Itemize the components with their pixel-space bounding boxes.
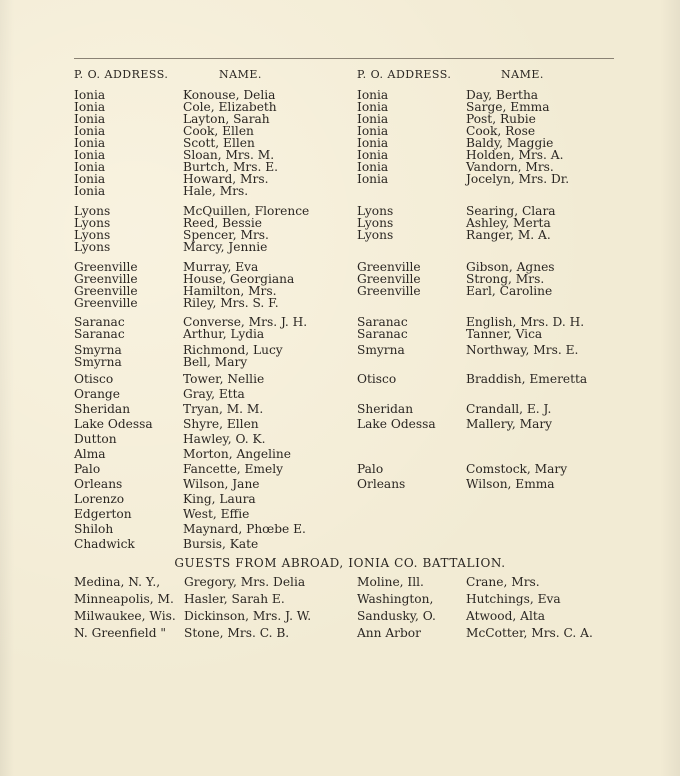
name-left: Hawley, O. K. bbox=[183, 432, 266, 446]
address-left: Lake Odessa bbox=[74, 417, 153, 431]
name-left: Reed, Bessie bbox=[183, 216, 262, 230]
name-right: Ranger, M. A. bbox=[466, 228, 551, 242]
address-left: Sheridan bbox=[74, 402, 131, 416]
name-right: Braddish, Emeretta bbox=[466, 372, 588, 386]
address-left: Saranac bbox=[74, 327, 125, 341]
name-left: Converse, Mrs. J. H. bbox=[183, 315, 308, 329]
list-row bbox=[0, 537, 680, 552]
address-left: Orleans bbox=[74, 477, 123, 491]
town-group bbox=[0, 372, 680, 552]
guest-name-left: Dickinson, Mrs. J. W. bbox=[184, 609, 312, 623]
address-left: Lyons bbox=[74, 216, 111, 230]
address-left: Ionia bbox=[74, 88, 106, 102]
name-right: Cook, Rose bbox=[466, 124, 536, 138]
name-left: Morton, Angeline bbox=[183, 447, 291, 461]
name-left: Bell, Mary bbox=[183, 355, 248, 369]
name-left: Tower, Nellie bbox=[183, 372, 265, 386]
name-left: Cook, Ellen bbox=[183, 124, 254, 138]
name-left: Sloan, Mrs. M. bbox=[183, 148, 275, 162]
address-right: Ionia bbox=[357, 88, 389, 102]
name-left: Burtch, Mrs. E. bbox=[183, 160, 279, 174]
name-left: Marcy, Jennie bbox=[183, 240, 268, 254]
address-right: Otisco bbox=[357, 372, 397, 386]
address-left: Ionia bbox=[74, 112, 106, 126]
address-left: Lyons bbox=[74, 240, 111, 254]
guest-row bbox=[0, 574, 680, 591]
address-left: Chadwick bbox=[74, 537, 135, 551]
address-left: Lyons bbox=[74, 204, 111, 218]
list-row bbox=[0, 462, 680, 477]
name-left: Maynard, Phœbe E. bbox=[183, 522, 306, 536]
name-right: Vandorn, Mrs. bbox=[466, 160, 554, 174]
list-row bbox=[0, 432, 680, 447]
address-right: Ionia bbox=[357, 172, 389, 186]
name-right: Sarge, Emma bbox=[466, 100, 550, 114]
list-row bbox=[0, 522, 680, 537]
guest-row bbox=[0, 608, 680, 625]
address-right: Ionia bbox=[357, 124, 389, 138]
address-right: Ionia bbox=[357, 100, 389, 114]
guest-name-left: Gregory, Mrs. Delia bbox=[184, 575, 306, 589]
guest-row bbox=[0, 625, 680, 642]
address-left: Orange bbox=[74, 387, 120, 401]
name-left: King, Laura bbox=[183, 492, 256, 506]
address-right: Ionia bbox=[357, 136, 389, 150]
name-left: Layton, Sarah bbox=[183, 112, 270, 126]
header-left-name: NAME. bbox=[219, 68, 262, 81]
guest-address-right: Sandusky, O. bbox=[357, 609, 436, 623]
name-right: Northway, Mrs. E. bbox=[466, 343, 579, 357]
name-right: Strong, Mrs. bbox=[466, 272, 545, 286]
address-right: Greenville bbox=[357, 260, 421, 274]
address-left: Greenville bbox=[74, 272, 138, 286]
guests-heading: GUESTS FROM ABROAD, IONIA CO. BATTALION. bbox=[174, 556, 506, 570]
name-left: Richmond, Lucy bbox=[183, 343, 283, 357]
name-left: House, Georgiana bbox=[183, 272, 295, 286]
guest-name-right: Atwood, Alta bbox=[466, 609, 546, 623]
name-left: Arthur, Lydia bbox=[183, 327, 265, 341]
name-left: West, Effie bbox=[183, 507, 250, 521]
list-row bbox=[0, 477, 680, 492]
list-row bbox=[0, 241, 680, 253]
name-right: Holden, Mrs. A. bbox=[466, 148, 564, 162]
attendee-list bbox=[0, 89, 680, 552]
name-left: McQuillen, Florence bbox=[183, 204, 310, 218]
name-left: Bursis, Kate bbox=[183, 537, 259, 551]
name-left: Konouse, Delia bbox=[183, 88, 276, 102]
name-left: Spencer, Mrs. bbox=[183, 228, 269, 242]
name-right: Earl, Caroline bbox=[466, 284, 553, 298]
address-left: Smyrna bbox=[74, 355, 122, 369]
address-left: Greenville bbox=[74, 260, 138, 274]
guest-address-left: Minneapolis, M. bbox=[74, 592, 174, 606]
address-right: Orleans bbox=[357, 477, 406, 491]
guest-address-left: N. Greenfield " bbox=[74, 626, 166, 640]
address-right: Lake Odessa bbox=[357, 417, 436, 431]
guest-name-left: Hasler, Sarah E. bbox=[184, 592, 285, 606]
list-row bbox=[0, 492, 680, 507]
guest-address-left: Milwaukee, Wis. bbox=[74, 609, 176, 623]
name-left: Hale, Mrs. bbox=[183, 184, 249, 198]
address-right: Ionia bbox=[357, 112, 389, 126]
name-left: Wilson, Jane bbox=[183, 477, 260, 491]
address-left: Ionia bbox=[74, 148, 106, 162]
guest-name-right: Hutchings, Eva bbox=[466, 592, 561, 606]
guest-name-right: McCotter, Mrs. C. A. bbox=[466, 626, 593, 640]
address-right: Lyons bbox=[357, 204, 394, 218]
town-group bbox=[0, 261, 680, 309]
address-right: Lyons bbox=[357, 216, 394, 230]
address-left: Ionia bbox=[74, 184, 106, 198]
guest-name-right: Crane, Mrs. bbox=[466, 575, 540, 589]
address-left: Ionia bbox=[74, 160, 106, 174]
address-left: Saranac bbox=[74, 315, 125, 329]
address-right: Greenville bbox=[357, 284, 421, 298]
address-left: Shiloh bbox=[74, 522, 114, 536]
name-right: Mallery, Mary bbox=[466, 417, 553, 431]
address-right: Ionia bbox=[357, 148, 389, 162]
address-left: Alma bbox=[74, 447, 106, 461]
name-left: Riley, Mrs. S. F. bbox=[183, 296, 279, 310]
address-left: Ionia bbox=[74, 124, 106, 138]
name-right: Tanner, Vica bbox=[466, 327, 543, 341]
name-right: Comstock, Mary bbox=[466, 462, 568, 476]
address-left: Greenville bbox=[74, 296, 138, 310]
guests-list bbox=[0, 574, 680, 642]
list-row bbox=[0, 297, 680, 309]
name-left: Shyre, Ellen bbox=[183, 417, 259, 431]
name-right: Ashley, Merta bbox=[466, 216, 551, 230]
header-right-name: NAME. bbox=[501, 68, 544, 81]
top-rule bbox=[74, 58, 614, 59]
list-row bbox=[0, 387, 680, 402]
address-left: Dutton bbox=[74, 432, 117, 446]
guest-address-right: Moline, Ill. bbox=[357, 575, 424, 589]
column-headers bbox=[0, 68, 680, 88]
address-right: Greenville bbox=[357, 272, 421, 286]
address-right: Palo bbox=[357, 462, 384, 476]
address-left: Otisco bbox=[74, 372, 114, 386]
name-left: Gray, Etta bbox=[183, 387, 245, 401]
header-right-address: P. O. ADDRESS. bbox=[357, 68, 452, 81]
address-right: Saranac bbox=[357, 327, 408, 341]
guest-address-left: Medina, N. Y., bbox=[74, 575, 161, 589]
name-right: Post, Rubie bbox=[466, 112, 536, 126]
name-left: Howard, Mrs. bbox=[183, 172, 269, 186]
header-left-address: P. O. ADDRESS. bbox=[74, 68, 169, 81]
address-right: Saranac bbox=[357, 315, 408, 329]
address-left: Palo bbox=[74, 462, 101, 476]
address-right: Ionia bbox=[357, 160, 389, 174]
list-row bbox=[0, 447, 680, 462]
name-right: Searing, Clara bbox=[466, 204, 556, 218]
name-left: Tryan, M. M. bbox=[183, 402, 264, 416]
guest-name-left: Stone, Mrs. C. B. bbox=[184, 626, 290, 640]
address-left: Ionia bbox=[74, 172, 106, 186]
address-right: Smyrna bbox=[357, 343, 405, 357]
list-row bbox=[0, 402, 680, 417]
address-left: Ionia bbox=[74, 136, 106, 150]
guest-address-right: Washington, bbox=[357, 592, 434, 606]
address-left: Lorenzo bbox=[74, 492, 125, 506]
name-left: Fancette, Emely bbox=[183, 462, 283, 476]
list-row bbox=[0, 185, 680, 197]
list-row bbox=[0, 507, 680, 522]
name-left: Murray, Eva bbox=[183, 260, 259, 274]
town-group bbox=[0, 344, 680, 368]
town-group bbox=[0, 205, 680, 253]
name-right: Day, Bertha bbox=[466, 88, 539, 102]
name-right: Crandall, E. J. bbox=[466, 402, 552, 416]
name-right: Jocelyn, Mrs. Dr. bbox=[466, 172, 570, 186]
list-row bbox=[0, 328, 680, 340]
list-row bbox=[0, 372, 680, 387]
town-group bbox=[0, 89, 680, 197]
town-group bbox=[0, 316, 680, 340]
address-left: Lyons bbox=[74, 228, 111, 242]
address-left: Smyrna bbox=[74, 343, 122, 357]
name-left: Cole, Elizabeth bbox=[183, 100, 277, 114]
list-row bbox=[0, 417, 680, 432]
address-left: Edgerton bbox=[74, 507, 132, 521]
guest-address-right: Ann Arbor bbox=[357, 626, 421, 640]
address-right: Sheridan bbox=[357, 402, 414, 416]
address-left: Greenville bbox=[74, 284, 138, 298]
name-left: Hamilton, Mrs. bbox=[183, 284, 277, 298]
guest-row bbox=[0, 591, 680, 608]
name-right: English, Mrs. D. H. bbox=[466, 315, 585, 329]
list-row bbox=[0, 356, 680, 368]
address-right: Lyons bbox=[357, 228, 394, 242]
name-right: Gibson, Agnes bbox=[466, 260, 555, 274]
address-left: Ionia bbox=[74, 100, 106, 114]
name-left: Scott, Ellen bbox=[183, 136, 255, 150]
name-right: Baldy, Maggie bbox=[466, 136, 554, 150]
name-right: Wilson, Emma bbox=[466, 477, 555, 491]
